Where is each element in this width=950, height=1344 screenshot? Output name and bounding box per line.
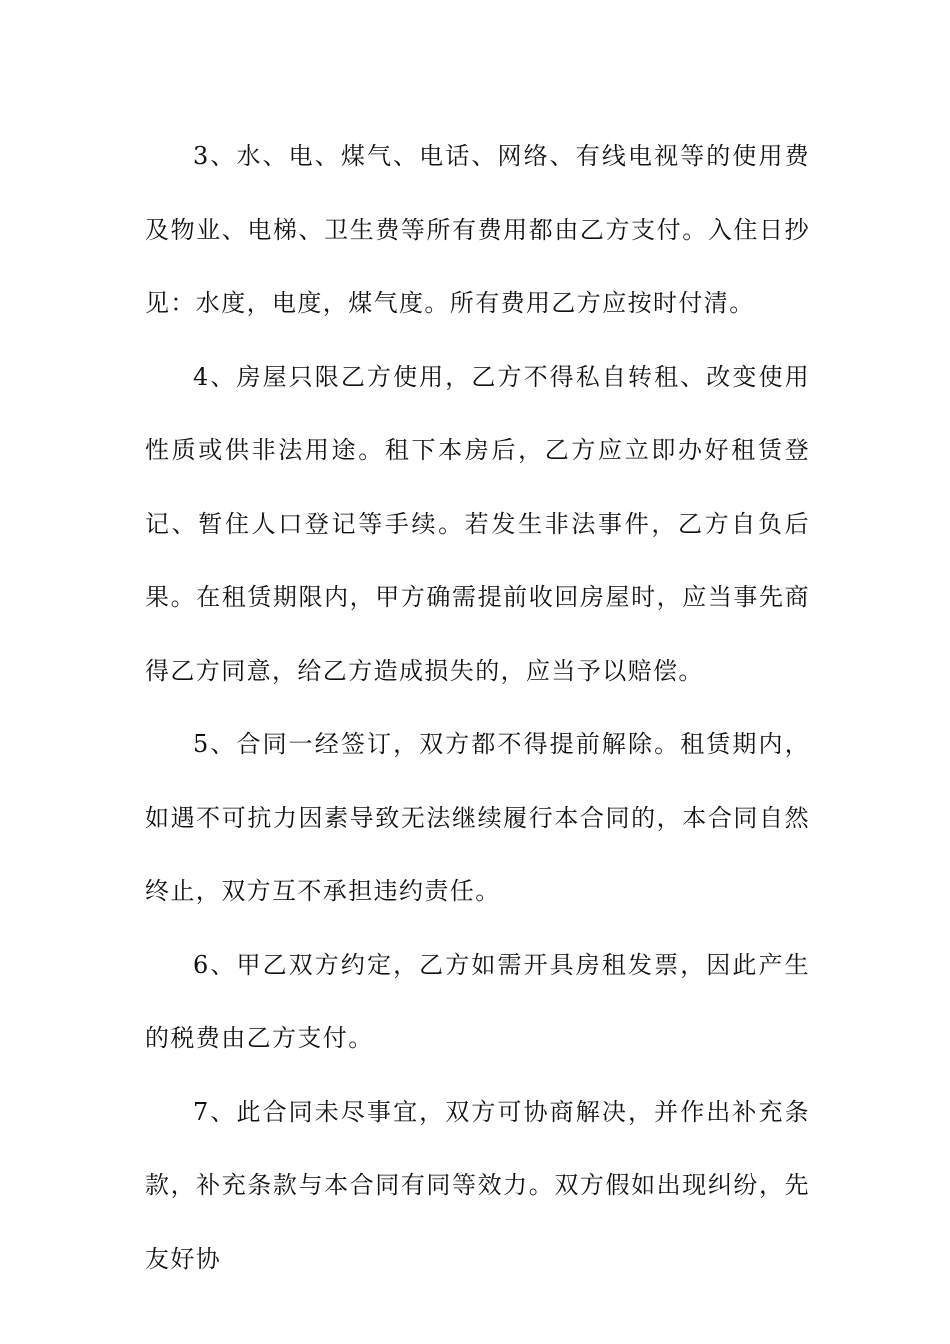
clause-3-paragraph: 3、水、电、煤气、电话、网络、有线电视等的使用费及物业、电梯、卫生费等所有费用都由乙方支付。入住日抄见：水度，电度，煤气度。所有费用乙方应按时付清。 bbox=[145, 142, 810, 317]
clause-5-paragraph: 5、合同一经签订，双方都不得提前解除。租赁期内，如遇不可抗力因素导致无法继续履行本合同的，本合同自然终止，双方互不承担违约责任。 bbox=[145, 730, 810, 905]
clause-6-paragraph: 6、甲乙双方约定，乙方如需开具房租发票，因此产生的税费由乙方支付。 bbox=[145, 950, 810, 1052]
document-body bbox=[145, 120, 810, 1296]
clause-7-paragraph: 7、此合同未尽事宜，双方可协商解决，并作出补充条款，补充条款与本合同有同等效力。双方假如出现纠纷，先友好协 bbox=[145, 1097, 810, 1273]
clause-4-paragraph: 4、房屋只限乙方使用，乙方不得私自转租、改变使用性质或供非法用途。租下本房后，乙方应立即办好租赁登记、暂住人口登记等手续。若发生非法事件，乙方自负后果。在租赁期限内，甲方确需提前收回房屋时，应当事先商得乙方同意，给乙方造成损失的，应当予以赔偿。 bbox=[145, 362, 810, 685]
